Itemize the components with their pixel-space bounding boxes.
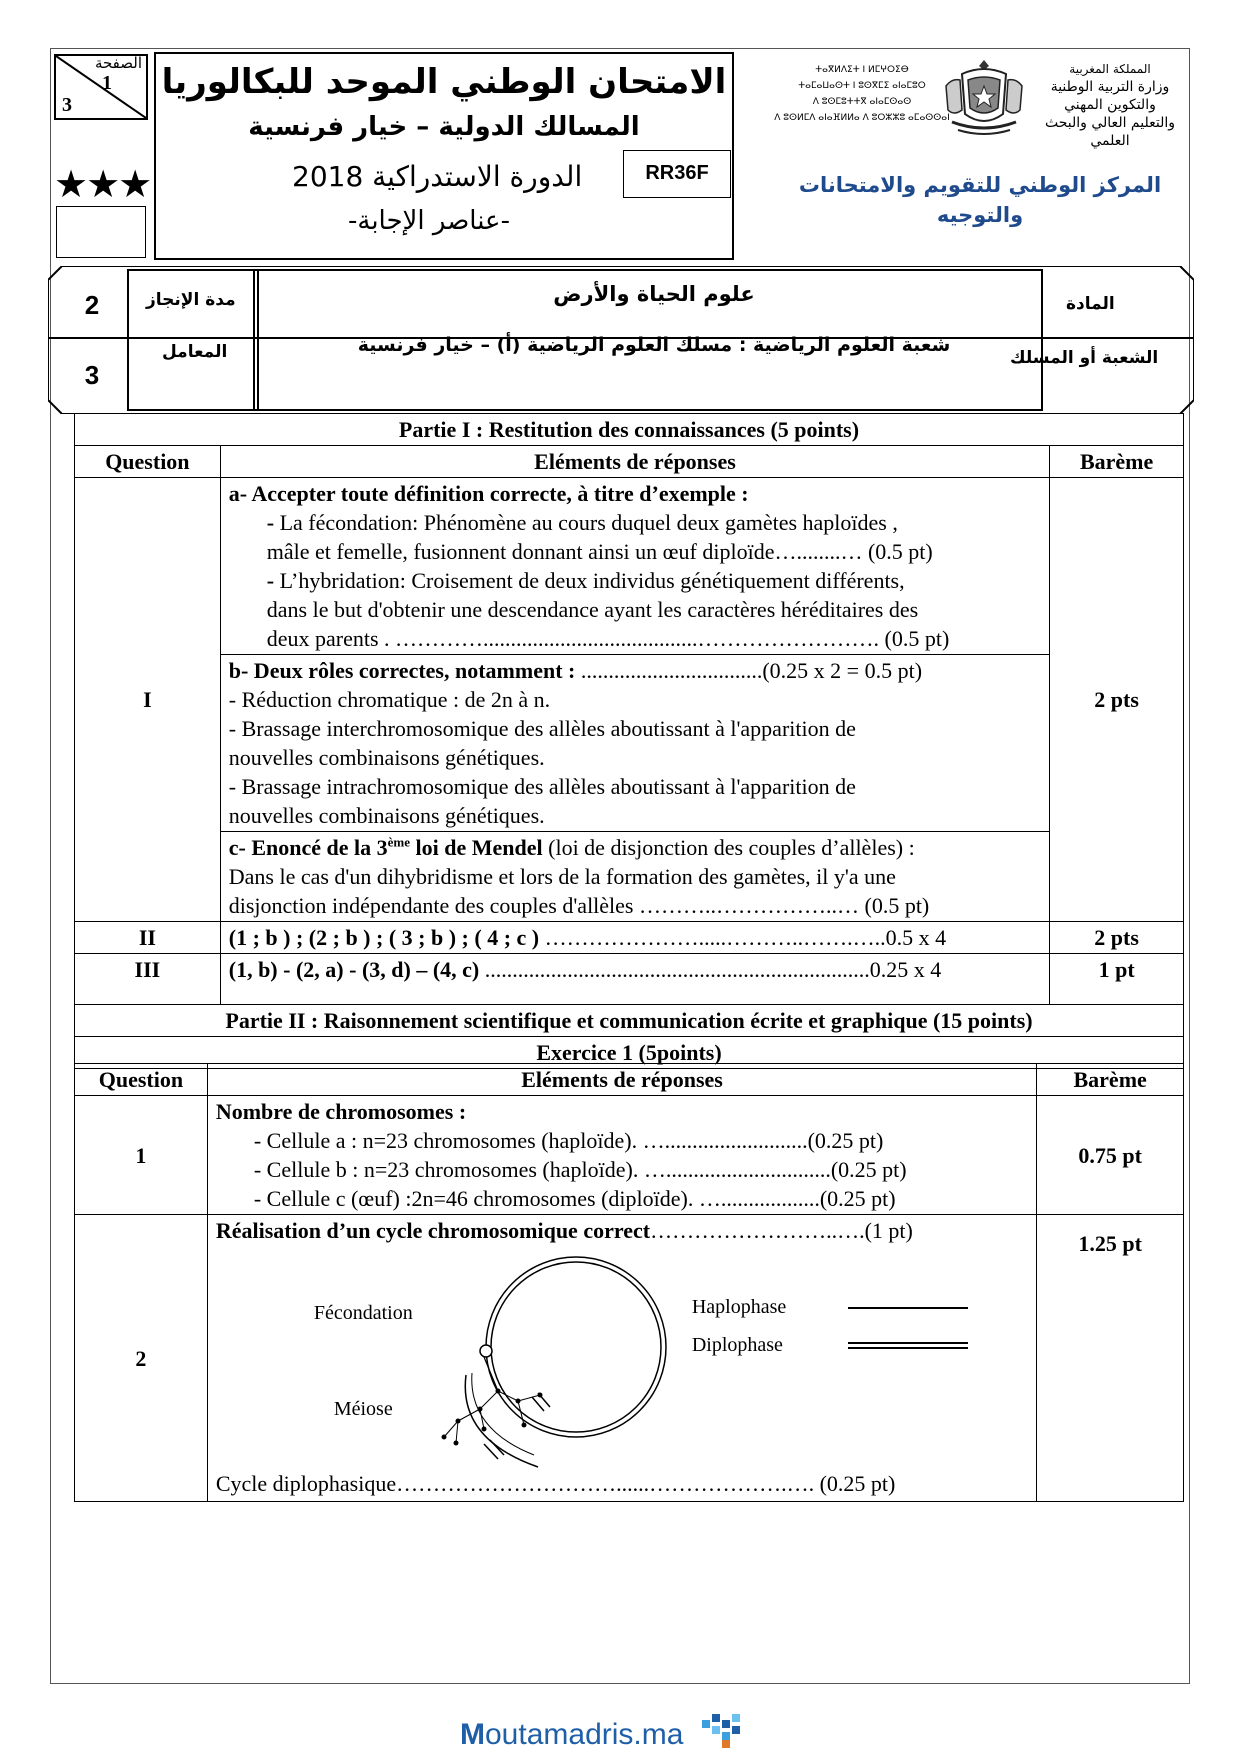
brand-tld: .ma [633, 1718, 684, 1751]
question-label: 2 [75, 1215, 208, 1502]
ministry-line: والتعليم العالي والبحث العلمي [1044, 115, 1175, 149]
label-diplophase: Diplophase [691, 1334, 783, 1356]
ministry-line: وزارة التربية الوطنية [1050, 79, 1170, 95]
part2-table [74, 1063, 1184, 1502]
cycle-type-line: Cycle diplophasique…………………………......……………….…. (0.25 pt) [215, 1471, 896, 1496]
ministry-line: والتكوين المهني [1064, 97, 1156, 113]
table-row [75, 478, 1184, 655]
coef-label: المعامل [162, 342, 228, 362]
answer-key-label: -عناصر الإجابة- [348, 206, 510, 236]
label-meiose: Méiose [333, 1398, 393, 1420]
table-row [75, 1064, 1184, 1096]
label-fecondation: Fécondation [313, 1302, 413, 1324]
page-label: الصفحة [94, 54, 142, 72]
col-question: Question [75, 1064, 208, 1096]
answer-text: .................................(0.25 x 2 = 0.5 pt) [575, 658, 923, 683]
answer-text-bold: (1 ; b ) ; (2 ; b ) ; ( 3 ; b ) ; ( 4 ; c ) [228, 925, 540, 950]
part1-table [74, 413, 1184, 1069]
col-elements: Eléments de réponses [220, 446, 1049, 478]
answer-cell-a [220, 478, 1049, 655]
brand-name: outamadris [485, 1718, 634, 1751]
answer-line: mâle et femelle, fusionnent donnant ainsi un œuf diploïde…........… (0.5 pt) [266, 539, 933, 564]
answer-line: - Brassage intrachromosomique des allèles aboutissant à l'apparition de [228, 774, 856, 799]
answer-line: Dans le cas d'un dihybridisme et lors de la formation des gamètes, il y'a une [228, 864, 896, 889]
tifinagh-block [762, 62, 962, 126]
answer-heading-bold: b- Deux rôles correctes, notamment : [228, 658, 576, 683]
table-row [75, 446, 1184, 478]
points: 0.75 pt [1037, 1096, 1184, 1215]
exam-title: الامتحان الوطني الموحد للبكالوريا [161, 62, 727, 102]
duration-value: 2 [84, 290, 100, 320]
answer-line: dans le but d'obtenir une descendance ayant les caractères héréditaires des [266, 597, 919, 622]
page-number-box [54, 54, 148, 120]
brand-pixel-icon [700, 1710, 746, 1750]
page-total: 3 [62, 94, 72, 116]
answer-line: - Cellule a : n=23 chromosomes (haploïde). …..........................(0.25 pt) [253, 1128, 884, 1153]
superscript: ème [387, 834, 411, 850]
answer-cell-b [220, 655, 1049, 832]
answer-text-bold: (1, b) - (2, a) - (3, d) – (4, c) [228, 957, 480, 982]
coef-value: 3 [84, 360, 100, 390]
bullet: - [266, 510, 280, 535]
track-label: الشعبة أو المسلك [1010, 348, 1159, 368]
points: 1 pt [1050, 954, 1184, 1005]
col-bareme: Barème [1037, 1064, 1184, 1096]
answer-line: disjonction indépendante des couples d'allèles ………..……………..… (0.5 pt) [228, 893, 930, 918]
answer-cell [220, 954, 1049, 1005]
table-row [75, 1096, 1184, 1215]
table-row [75, 414, 1184, 446]
center-name-line: المركز الوطني للتقويم والامتحانات [798, 173, 1162, 197]
label-haplophase: Haplophase [691, 1296, 787, 1318]
answer-heading-bold: loi de Mendel [410, 835, 543, 860]
answer-heading-bold: c- Enoncé de la 3 [228, 835, 388, 860]
answer-line: nouvelles combinaisons génétiques. [228, 803, 545, 828]
question-label: II [75, 922, 221, 954]
answer-cell-c [220, 832, 1049, 922]
answer-heading [229, 656, 1041, 685]
answer-heading: a- Accepter toute définition correcte, à titre d’exemple : [228, 481, 749, 506]
points: 2 pts [1050, 478, 1184, 922]
answer-line [229, 566, 1041, 595]
question-label: 1 [75, 1096, 208, 1215]
legend-lines [848, 1303, 968, 1353]
col-elements: Eléments de réponses [207, 1064, 1036, 1096]
answer-heading-bold: Réalisation d’un cycle chromosomique correct [215, 1218, 651, 1243]
part2-title: Partie II : Raisonnement scientifique et communication écrite et graphique (15 points) [75, 1005, 1184, 1037]
subject-name: علوم الحياة والأرض [553, 282, 755, 306]
exam-center-name [770, 170, 1190, 230]
exam-tracks: المسالك الدولية – خيار فرنسية [248, 112, 640, 142]
exam-session: الدورة الاستدراكية 2018 [292, 160, 583, 193]
table-row [75, 655, 1184, 832]
answer-line: deux parents . ………….......................................……………………. (0.5 pt) [266, 626, 950, 651]
bullet: - [266, 568, 280, 593]
ministry-line: المملكة المغربية [1069, 62, 1151, 76]
chromosome-cycle-diagram [308, 1249, 728, 1479]
ministry-block [1030, 60, 1190, 150]
table-row [75, 832, 1184, 922]
answer-text: ……………………..….(1 pt) [650, 1218, 913, 1243]
question-label: III [75, 954, 221, 1005]
subject-label: المادة [1066, 294, 1115, 314]
part1-title: Partie I : Restitution des connaissances (5 points) [75, 414, 1184, 446]
tifinagh-line: ⵜⴰⴳⵍⴷⵉⵜ ⵏ ⵍⵎⵖⵔⵉⴱ [815, 65, 909, 75]
points: 2 pts [1050, 922, 1184, 954]
answer-heading: Nombre de chromosomes : [215, 1099, 467, 1124]
answer-cell [220, 922, 1049, 954]
table-row [75, 1215, 1184, 1502]
exam-code: RR36F [623, 150, 731, 198]
answer-cell-diagram [207, 1215, 1036, 1502]
answer-heading [216, 1216, 1028, 1245]
brand-logo [460, 1720, 683, 1750]
answer-text: L’hybridation: Croisement de deux individus génétiquement différents, [279, 568, 905, 593]
answer-line: - Brassage interchromosomique des allèles aboutissant à l'apparition de [228, 716, 856, 741]
table-row [75, 954, 1184, 1005]
blank-box [56, 206, 146, 258]
table-row [75, 922, 1184, 954]
duration-label: مدة الإنجاز [146, 290, 236, 310]
col-question: Question [75, 446, 221, 478]
star-rating: ★★★ [54, 164, 151, 206]
answer-line [229, 508, 1041, 537]
answer-text: ………………….....………..…….…..0.5 x 4 [539, 925, 947, 950]
answer-text: (loi de disjonction des couples d’allèles) : [542, 835, 915, 860]
answer-line: - Cellule c (œuf) :2n=46 chromosomes (diploïde). …..................(0.25 pt) [253, 1186, 896, 1211]
exercise-title: Exercice 1 (5points) [75, 1037, 1184, 1069]
answer-line: - Cellule b : n=23 chromosomes (haploïde). …..............................(0.25 pt) [253, 1157, 907, 1182]
col-bareme: Barème [1050, 446, 1184, 478]
points: 1.25 pt [1037, 1215, 1184, 1502]
center-name-line: والتوجيه [936, 203, 1024, 227]
answer-text: ......................................................................0.25 x 4 [479, 957, 942, 982]
answer-line: nouvelles combinaisons génétiques. [228, 745, 545, 770]
page-number: 1 [102, 72, 112, 94]
answer-cell [207, 1096, 1036, 1215]
track-name: شعبة العلوم الرياضية : مسلك العلوم الرياضية (أ) – خيار فرنسية [357, 334, 951, 356]
table-row [75, 1005, 1184, 1037]
brand-letter: M [460, 1718, 485, 1751]
tifinagh-line: ⴷ ⵓⵙⵍⵎⴷ ⴰⵏⴰⴼⵍⵍⴰ ⴷ ⵓⵔⵣⵣⵓ ⴰⵎⴰⵙⵙⴰⵏ [774, 113, 950, 123]
coat-of-arms-emblem [938, 56, 1030, 138]
tifinagh-line: ⵜⴰⵎⴰⵡⴰⵙⵜ ⵏ ⵓⵙⴳⵎⵉ ⴰⵏⴰⵎⵓⵔ [798, 81, 926, 91]
question-label: I [75, 478, 221, 922]
answer-text: La fécondation: Phénomène au cours duquel deux gamètes haploïdes , [279, 510, 898, 535]
answer-line: - Réduction chromatique : de 2n à n. [228, 687, 551, 712]
answer-heading [229, 833, 1041, 862]
tifinagh-line: ⴷ ⵓⵙⵎⵓⵜⵜⴳ ⴰⵏⴰⵎⵙⴰⵙ [812, 97, 912, 107]
